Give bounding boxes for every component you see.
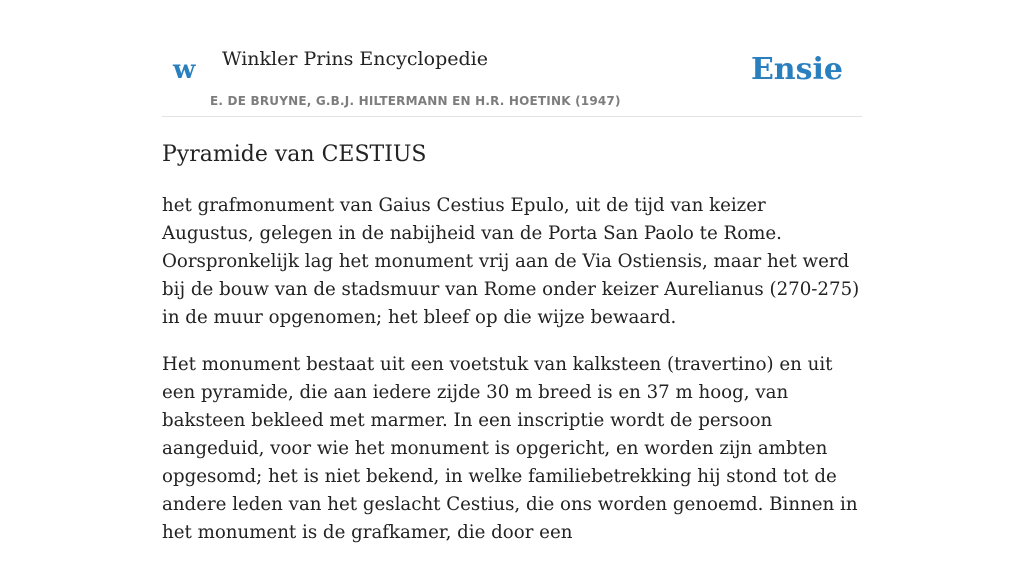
winkler-prins-logo-icon[interactable]: w <box>173 55 196 85</box>
entry-paragraph: het grafmonument van Gaius Cestius Epulo, uit de tijd van keizer Augustus, gelegen in de nabijheid van de Porta San Paolo te Rome. Oorspronkelijk lag het monument vrij aan de Via Ostiensis, maar het werd bij de bouw van de stadsmuur van Rome onder keizer Aurelianus (270-275) in de muur opgenomen; het bleef op die wijze bewaard. <box>162 195 860 328</box>
entry-body <box>162 192 862 566</box>
ensie-logo[interactable]: Ensie <box>750 52 843 87</box>
encyclopedia-title[interactable]: Winkler Prins Encyclopedie <box>222 48 488 70</box>
entry-paragraph: Het monument bestaat uit een voetstuk van kalksteen (travertino) en uit een pyramide, die aan iedere zijde 30 m breed is en 37 m hoog, van baksteen bekleed met marmer. In een inscriptie wordt de persoon aangeduid, voor wie het monument is opgericht, en worden zijn ambten opgesomd; het is niet bekend, in welke familiebetrekking hij stond tot de andere leden van het geslacht Cestius, die ons worden genoemd. Binnen in het monument is de grafkamer, die door een <box>162 354 858 543</box>
encyclopedia-authors: E. DE BRUYNE, G.B.J. HILTERMANN EN H.R. HOETINK (1947) <box>210 94 621 108</box>
site-header <box>162 0 862 117</box>
entry-title: Pyramide van CESTIUS <box>162 142 427 167</box>
